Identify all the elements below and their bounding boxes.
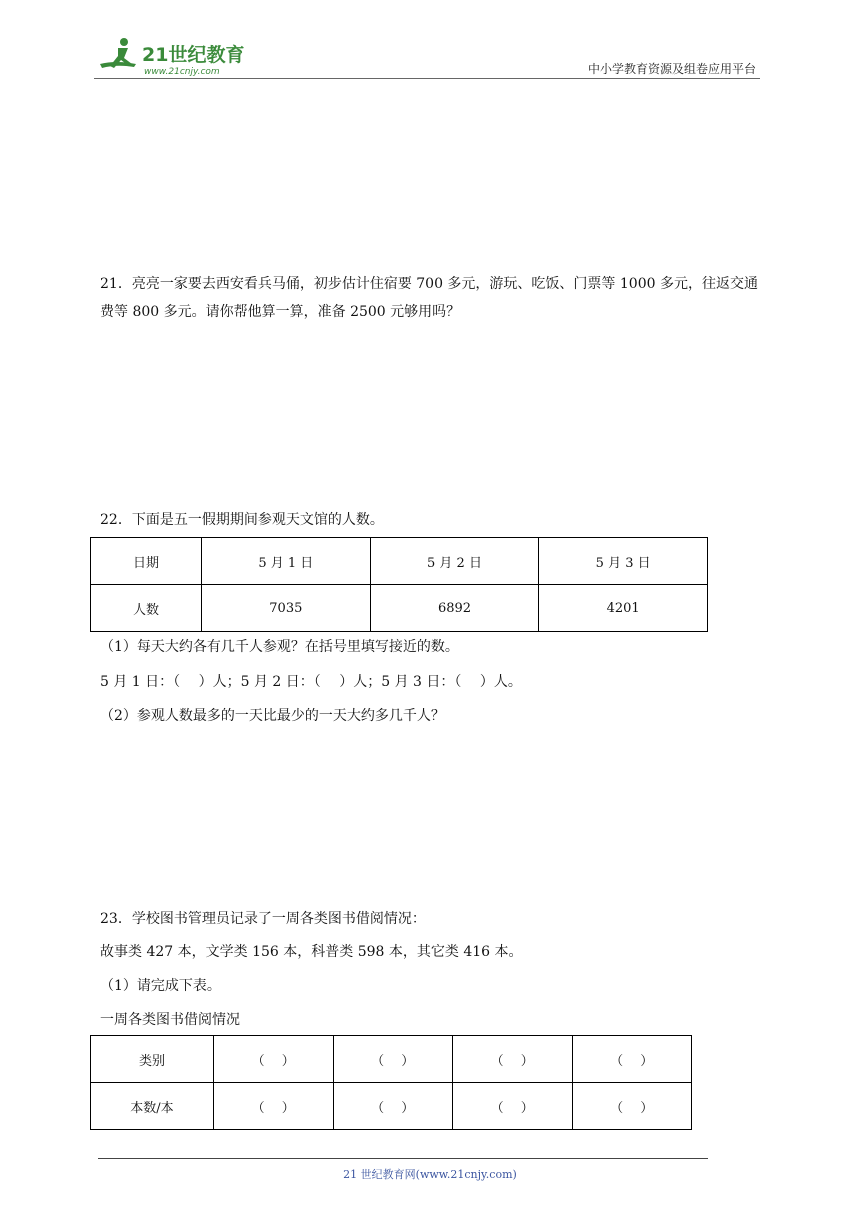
table-cell: （ ） (453, 1036, 573, 1083)
visitor-table (90, 537, 708, 632)
table-cell: 日期 (91, 538, 202, 585)
question-23-title: 23．学校图书管理员记录了一周各类图书借阅情况： (100, 911, 426, 927)
table-row (91, 1083, 692, 1130)
logo-text: 21世纪教育 (142, 44, 245, 66)
platform-name: 中小学教育资源及组卷应用平台 (587, 62, 756, 76)
question-22-fill: 5 月 1 日：（ ）人；5 月 2 日：（ ）人；5 月 3 日：（ ）人。 (100, 674, 522, 690)
table-cell: 4201 (539, 585, 708, 632)
table-row (91, 538, 708, 585)
table-row (91, 585, 708, 632)
table-cell: 5 月 2 日 (370, 538, 539, 585)
question-23-part1: （1）请完成下表。 (100, 978, 221, 994)
table-cell: 7035 (202, 585, 371, 632)
table-cell: （ ） (214, 1036, 334, 1083)
question-22-part1: （1）每天大约各有几千人参观？在括号里填写接近的数。 (100, 639, 459, 655)
question-22-part2: （2）参观人数最多的一天比最少的一天大约多几千人？ (100, 708, 445, 724)
table-cell: （ ） (453, 1083, 573, 1130)
table-caption: 一周各类图书借阅情况 (100, 1012, 240, 1028)
question-21: 21．亮亮一家要去西安看兵马俑，初步估计住宿要 700 多元，游玩、吃饭、门票等 1000 多元，往返交通费等 800 多元。请你帮他算一算，准备 2500 元够用吗？ (100, 276, 758, 320)
table-cell: 5 月 1 日 (202, 538, 371, 585)
table-cell: （ ） (214, 1083, 334, 1130)
table-cell: （ ） (333, 1036, 453, 1083)
table-cell: 6892 (370, 585, 539, 632)
book-table (90, 1035, 692, 1130)
footer-divider (98, 1158, 708, 1159)
question-23-data: 故事类 427 本，文学类 156 本，科普类 598 本，其它类 416 本。 (100, 944, 523, 960)
table-row (91, 1036, 692, 1083)
footer-text: 21 世纪教育网(www.21cnjy.com) (343, 1168, 517, 1181)
table-cell: （ ） (333, 1083, 453, 1130)
table-cell: （ ） (572, 1083, 692, 1130)
header-divider (94, 78, 760, 79)
logo-url: www.21cnjy.com (144, 67, 220, 77)
table-cell: 本数/本 (91, 1083, 214, 1130)
site-logo (94, 34, 264, 78)
question-22-title: 22．下面是五一假期期间参观天文馆的人数。 (100, 512, 384, 528)
table-cell: 5 月 3 日 (539, 538, 708, 585)
table-cell: 类别 (91, 1036, 214, 1083)
table-cell: （ ） (572, 1036, 692, 1083)
table-cell: 人数 (91, 585, 202, 632)
